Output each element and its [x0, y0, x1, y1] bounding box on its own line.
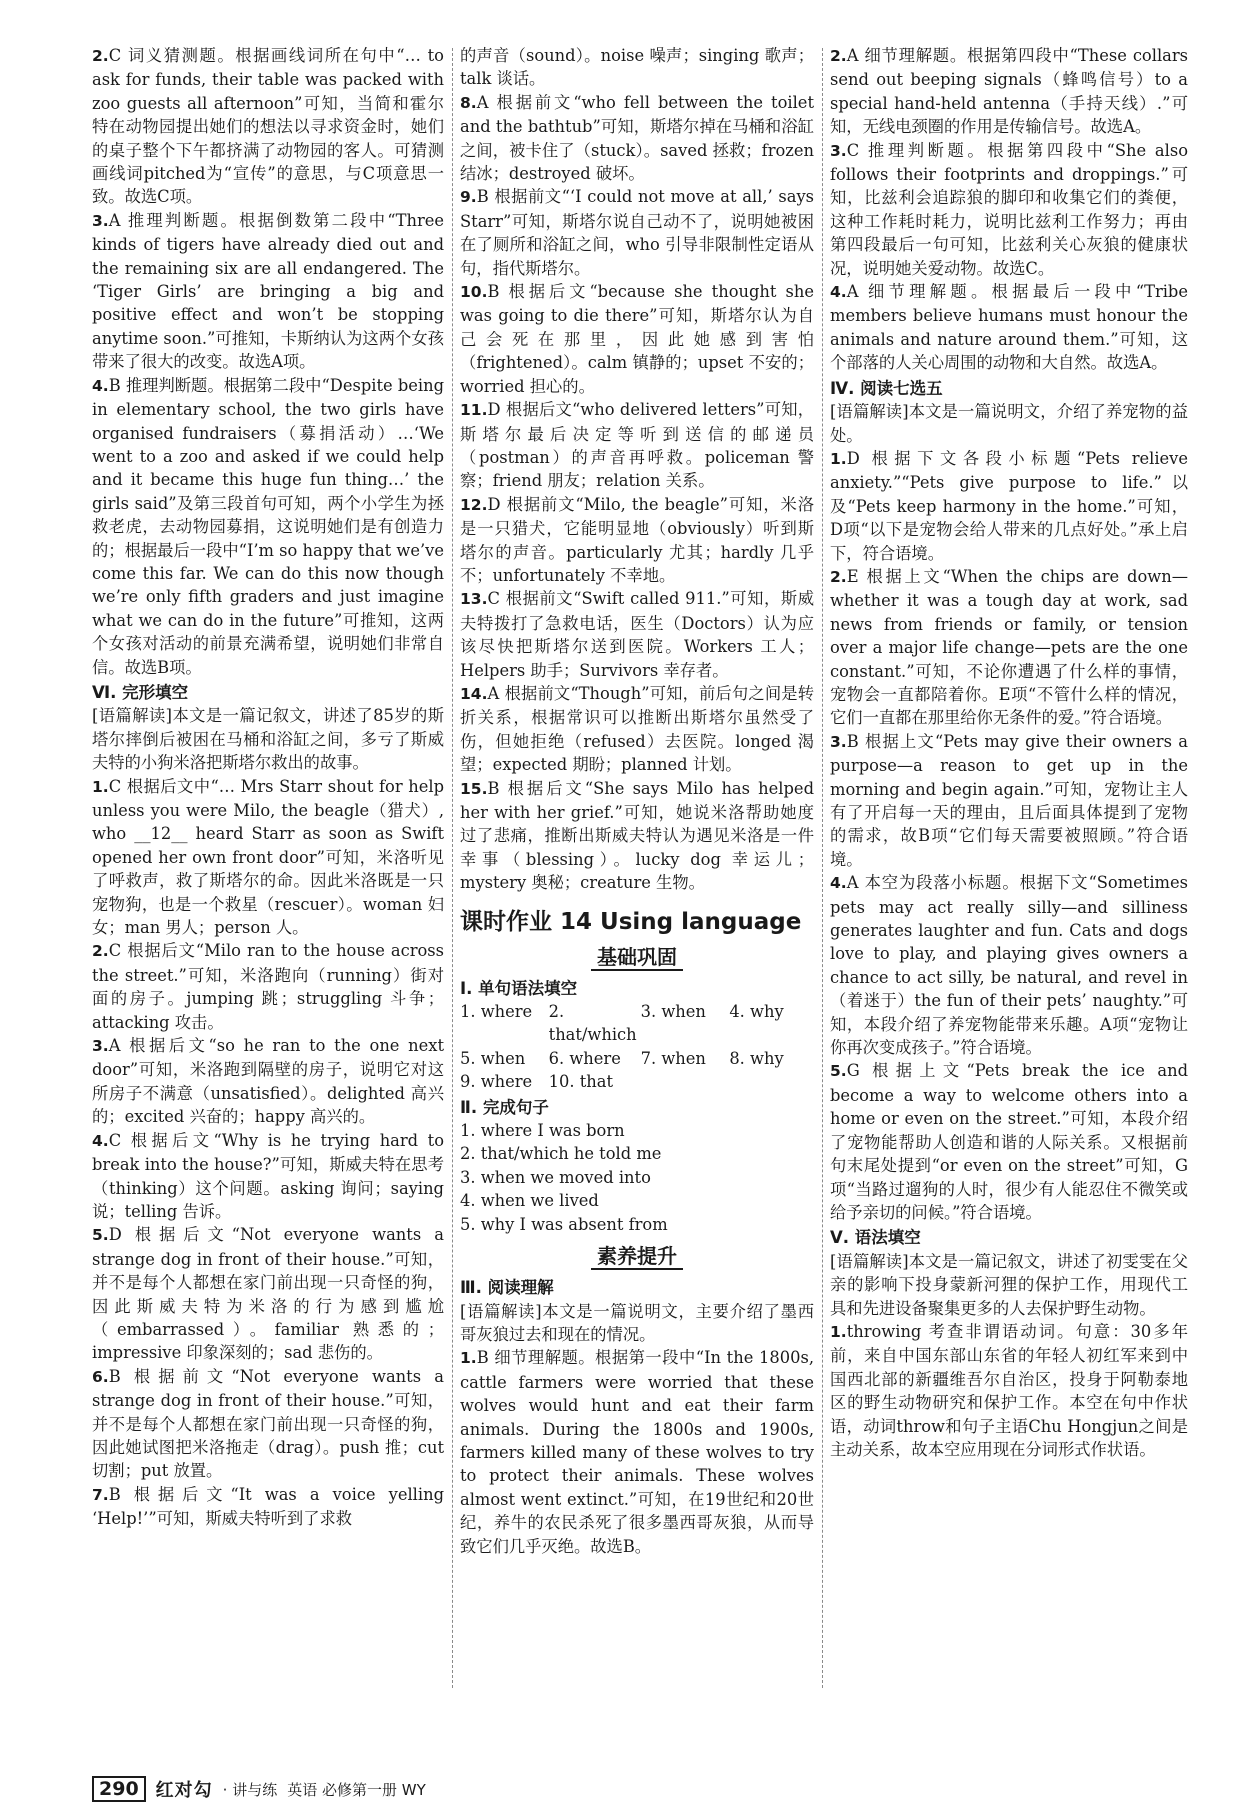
- item-answer: B: [487, 778, 500, 798]
- item-explanation: 考查非谓语动词。句意：30多年前，来自中国东部山东省的年轻人初红军来到中国西北部的新疆维吾尔自治区，投身于阿勒泰地区的野生动物研究和保护工作。本空在句中作状语，动词throw和句子主语Chu Hongjun之间是主动关系，故本空应用现在分词形式作状语。: [830, 1321, 1188, 1459]
- answer-item: [830, 280, 1188, 375]
- section-heading: Ⅲ. 阅读理解: [460, 1278, 554, 1298]
- grid-answer: [641, 1070, 726, 1093]
- item-explanation: 根据前文“‘I could not move at all,’ says Starr”可知，斯塔尔说自己动不了，说明她被困在了厕所和浴缸之间，who 引导非限制性定语从句，指代斯塔尔。: [460, 187, 814, 278]
- item-answer: B: [476, 187, 489, 207]
- answer-item: [460, 185, 814, 280]
- item-explanation: 根据前文“Swift called 911.”可知，斯威夫特拨打了急救电话，医生（Doctors）认为应该尽快把斯塔尔送到医院。Workers 工人；Helpers 助手；Survivors 幸存者。: [460, 589, 814, 680]
- paragraph: [语篇解读]本文是一篇记叙文，讲述了初雯雯在父亲的影响下投身蒙新河狸的保护工作，用现代工具和先进设备聚集更多的人去保护野生动物。: [830, 1251, 1188, 1318]
- item-number: 4.: [92, 376, 109, 395]
- page-footer: [92, 1776, 426, 1802]
- item-answer: D: [108, 1225, 122, 1245]
- item-explanation: 根据后文“Milo ran to the house across the street.”可知，米洛跑向（running）街对面的房子。jumping 跳；struggling 斗争；attacking 攻击。: [92, 941, 444, 1032]
- item-answer: C: [108, 941, 122, 961]
- paragraph: 2. that/which he told me: [460, 1144, 662, 1164]
- item-number: 2.: [830, 47, 847, 65]
- answer-item: [92, 775, 444, 940]
- item-explanation: 根据前文“Milo, the beagle”可知，米洛是一只猎犬，它能明显地（obviously）听到斯塔尔的声音。particularly 尤其；hardly 几乎不；unfortunately 不幸地。: [460, 494, 814, 585]
- page-number: 290: [92, 1776, 146, 1802]
- item-answer: C: [487, 589, 500, 609]
- item-number: 1.: [830, 1322, 847, 1341]
- item-answer: A: [108, 210, 121, 230]
- item-answer: C: [846, 140, 860, 160]
- item-number: 8.: [460, 93, 477, 112]
- item-explanation: 细节理解题。根据最后一段中“Tribe members believe humans must honour the animals and nature around them.”可知，这个部落的人关心周围的动物和大自然。故选A。: [830, 282, 1188, 373]
- item-answer: B: [487, 282, 500, 302]
- answer-item: [830, 1059, 1188, 1224]
- grid-answer: 9. where: [460, 1072, 533, 1092]
- item-explanation: 细节理解题。根据第四段中“These collars send out beeping signals（蜂鸣信号）to a special hand-held antenna（手持天线）.”可知，无线电颈圈的作用是传输信号。故选A。: [830, 46, 1188, 137]
- item-answer: B: [108, 1366, 121, 1386]
- item-answer: C: [108, 46, 122, 65]
- item-number: 1.: [830, 449, 847, 468]
- item-explanation: 根据后文中“… Mrs Starr shout for help unless you were Milo, the beagle（猎犬）, who __12__ heard Starr as soon as Swift opened her own front door”可知，米洛听见了呼救声，救了斯塔尔的命。因此米洛既是一只宠物狗，也是一个救星（rescuer）。woman 妇女；man 男人；person 人。: [92, 776, 444, 938]
- section-heading: Ⅵ. 完形填空: [92, 682, 189, 702]
- item-number: 13.: [460, 590, 488, 609]
- answer-item: [460, 493, 814, 588]
- item-number: 7.: [92, 1485, 109, 1504]
- item-explanation: 根据后文“Not everyone wants a strange dog in front of their house.”可知，并不是每个人都想在家门前出现一只奇怪的狗，因此斯威夫特为米洛的行为感到尴尬（embarrassed）。familiar 熟悉的；impressive 印象深刻的；sad 悲伤的。: [92, 1225, 444, 1363]
- column-right: [830, 44, 1188, 1461]
- answer-item: [460, 587, 814, 682]
- part-banner: [460, 943, 814, 971]
- item-number: 2.: [830, 567, 847, 586]
- column-divider: [822, 48, 823, 1688]
- item-number: 9.: [460, 188, 477, 207]
- answer-item: [460, 777, 814, 895]
- item-answer: A: [846, 873, 859, 893]
- item-answer: throwing: [846, 1321, 922, 1341]
- section-heading: Ⅴ. 语法填空: [830, 1228, 921, 1248]
- item-number: 1.: [460, 1349, 477, 1368]
- grid-answer: 3. when: [640, 1002, 706, 1022]
- item-answer: C: [108, 1130, 122, 1150]
- item-explanation: 根据下文各段小标题“Pets relieve anxiety.”“Pets give purpose to life.”以及“Pets keep harmony in the home.”可知，D项“以下是宠物会给人带来的几点好处。”承上启下，符合语境。: [830, 448, 1188, 563]
- item-number: 5.: [830, 1062, 847, 1081]
- item-explanation: 词义猜测题。根据画线词所在句中“… to ask for funds, their table was packed with zoo guests all afternoon”可知，当简和霍尔特在动物园提出她们的想法以寻求资金时，她们的桌子整个下午都挤满了动物园的客人。可猜测画线词pitched为“宣传”的意思，与C项意思一致。故选C项。: [92, 46, 444, 207]
- item-explanation: 根据后文“because she thought she was going to die there”可知，斯塔尔认为自己会死在那里，因此她感到害怕（frightened）。calm 镇静的；upset 不安的；worried 担心的。: [460, 282, 814, 396]
- answer-item: [460, 1346, 814, 1558]
- item-explanation: 根据前文“Not everyone wants a strange dog in front of their house.”可知，并不是每个人都想在家门前出现一只奇怪的狗，因此她试图把米洛拖走（drag）。push 推；cut 切割；put 放置。: [92, 1366, 444, 1481]
- item-answer: A: [476, 92, 489, 112]
- item-number: 12.: [460, 495, 488, 514]
- paragraph: [语篇解读]本文是一篇记叙文，讲述了85岁的斯塔尔摔倒后被困在马桶和浴缸之间，多亏了斯威夫特的小狗米洛把斯塔尔救出的故事。: [92, 706, 444, 773]
- answer-item: [830, 565, 1188, 730]
- paragraph: 3. when we moved into: [460, 1167, 651, 1187]
- paragraph: 5. why I was absent from: [460, 1214, 668, 1234]
- item-answer: E: [846, 566, 859, 586]
- paragraph: [语篇解读]本文是一篇说明文，介绍了养宠物的益处。: [830, 402, 1188, 445]
- answer-item: [830, 1320, 1188, 1461]
- item-explanation: 根据前文“Though”可知，前后句之间是转折关系，根据常识可以推断出斯塔尔虽然受了伤，但她拒绝（refused）去医院。longed 渴望；expected 期盼；planned 计划。: [460, 683, 814, 775]
- item-explanation: 本空为段落小标题。根据下文“Sometimes pets may act really silly—and silliness generates laughter and fun. Cats and dogs love to play, and playing gives owners a chance to act silly, be natural, and revel in（着迷于）the fun of their pets’ naughty.”可知，本段介绍了养宠物能带来乐趣。A项“宠物让你再次变成孩子。”符合语境。: [830, 873, 1188, 1058]
- item-explanation: 根据前文“who fell between the toilet and the bathtub”可知，斯塔尔掉在马桶和浴缸之间，被卡住了（stuck）。saved 拯救；frozen 结冰；destroyed 破坏。: [460, 92, 814, 184]
- item-explanation: 推理判断题。根据第二段中“Despite being in elementary school, the two girls have organised fundraisers（募捐活动）…‘We went to a zoo and asked if we could help and it became this huge fun thing…’ the girls said”及第三段首句可知，两个小学生为拯救老虎，去动物园募捐，这说明她们是有创造力的；根据最后一段中“I’m so happy that we’ve come this far. We can do this now though we’re only fifth graders and just imagine what we can do in the future”可推知，这两个女孩对活动的前景充满希望，说明她们非常自信。故选B项。: [92, 375, 444, 677]
- answer-item: [830, 871, 1188, 1059]
- item-answer: A: [846, 46, 859, 65]
- answer-item: [92, 1129, 444, 1224]
- section-heading: Ⅰ. 单句语法填空: [460, 978, 578, 998]
- item-explanation: 推理判断题。根据第四段中“She also follows their footprints and droppings.”可知，比兹利会追踪狼的脚印和收集它们的粪便，这种工作耗时耗力，说明比兹利工作努力；再由第四段最后一句可知，比兹利关心灰狼的健康状况，说明她关爱动物。故选C。: [830, 140, 1188, 278]
- part-banner: [460, 1242, 814, 1270]
- item-number: 3.: [92, 1037, 109, 1056]
- paragraph: 的声音（sound）。noise 噪声；singing 歌声；talk 谈话。: [460, 46, 814, 89]
- column-middle: [460, 44, 814, 1558]
- item-answer: D: [846, 448, 860, 468]
- item-answer: D: [487, 400, 501, 420]
- column-divider: [452, 48, 453, 1688]
- column-left: [92, 44, 444, 1531]
- item-answer: A: [846, 282, 859, 302]
- item-number: 15.: [460, 779, 488, 798]
- item-explanation: 细节理解题。根据第一段中“In the 1800s, cattle farmers were worried that these wolves would hunt and eat their farm animals. During the 1800s and 1900s, farmers killed many of these wolves to try to protect their animals. These wolves almost went extinct.”可知，在19世纪和20世纪，养牛的农民杀死了很多墨西哥灰狼，从而导致它们几乎灭绝。故选B。: [460, 1348, 814, 1556]
- answer-item: [92, 939, 444, 1034]
- item-explanation: 根据后文“She says Milo has helped her with her grief.”可知，她说米洛帮助她度过了悲痛，推断出斯威夫特认为遇见米洛是一件幸事（blessing）。lucky dog 幸运儿；mystery 奥秘；creature 生物。: [460, 778, 814, 893]
- item-number: 14.: [460, 684, 488, 703]
- item-explanation: 推理判断题。根据倒数第二段中“Three kinds of tigers have already died out and the remaining six are all endangered. The ‘Tiger Girls’ are bringing a big and positive effect and won’t be stopping anytime soon.”可推知，卡斯纳认为这两个女孩带来了很大的改变。故选A项。: [92, 210, 444, 372]
- fill-answer-grid: [460, 1000, 814, 1094]
- answer-item: [460, 280, 814, 398]
- section-heading: Ⅱ. 完成句子: [460, 1097, 549, 1117]
- item-number: 5.: [92, 1226, 109, 1245]
- item-answer: B: [476, 1348, 489, 1368]
- answer-item: [92, 1223, 444, 1364]
- answer-item: [830, 139, 1188, 280]
- grid-answer: 8. why: [729, 1048, 784, 1068]
- item-number: 4.: [92, 1131, 109, 1150]
- section-heading: Ⅳ. 阅读七选五: [830, 378, 943, 398]
- item-answer: C: [108, 776, 122, 796]
- lesson-title: 课时作业 14 Using language: [460, 908, 802, 935]
- grid-answer: 5. when: [460, 1048, 526, 1068]
- paragraph: 1. where I was born: [460, 1121, 625, 1141]
- item-answer: G: [846, 1061, 860, 1081]
- answer-item: [92, 209, 444, 374]
- item-explanation: 根据上文“Pets break the ice and become a way to welcome others into a home or even on the street.”可知，本段介绍了宠物能帮助人创造和谐的人际关系。又根据前句末尾处提到“or even on the street”可知，G项“当路过遛狗的人时，很少有人能忍住不微笑或给予亲切的问候。”符合语境。: [830, 1061, 1188, 1222]
- book-title: 英语 必修第一册 WY: [287, 1780, 426, 1799]
- answer-item: [92, 1365, 444, 1483]
- grid-answer: [729, 1070, 814, 1093]
- grid-answer: 4. why: [729, 1002, 784, 1022]
- item-number: 4.: [830, 283, 847, 302]
- grid-answer: 7. when: [640, 1048, 706, 1068]
- item-explanation: 根据后文“so he ran to the one next door”可知，米洛跑到隔壁的房子，说明它对这所房子不满意（unsatisfied）。delighted 高兴的；excited 兴奋的；happy 高兴的。: [92, 1036, 444, 1127]
- answer-item: [830, 730, 1188, 871]
- item-answer: A: [108, 1036, 121, 1056]
- answer-item: [460, 682, 814, 777]
- answer-item: [460, 398, 814, 493]
- item-number: 2.: [92, 47, 109, 65]
- item-number: 4.: [830, 874, 847, 893]
- item-explanation: 根据后文“who delivered letters”可知，斯塔尔最后决定等听到送信的邮递员（postman）的声音再呼救。policeman 警察；friend 朋友；relation 关系。: [460, 400, 814, 491]
- item-number: 3.: [92, 211, 109, 230]
- answer-item: [830, 447, 1188, 565]
- answer-item: [460, 91, 814, 186]
- item-number: 2.: [92, 942, 109, 961]
- answer-item: [92, 374, 444, 679]
- paragraph: [语篇解读]本文是一篇说明文，主要介绍了墨西哥灰狼过去和现在的情况。: [460, 1301, 814, 1344]
- item-answer: B: [846, 731, 859, 751]
- answer-item: [92, 44, 444, 209]
- answer-item: [92, 1034, 444, 1129]
- item-number: 3.: [830, 732, 847, 751]
- item-number: 3.: [830, 141, 847, 160]
- item-explanation: 根据上文“Pets may give their owners a purpose—a reason to get up in the morning and begin again.”可知，宠物让主人有了开启每一天的理由，且后面具体提到了宠物的需求，故B项“它们每天需要被照顾。”符合语境。: [830, 731, 1188, 869]
- answer-item: [830, 44, 1188, 139]
- grid-answer: 6. where: [548, 1048, 621, 1068]
- grid-answer: 10. that: [548, 1072, 614, 1092]
- item-explanation: 根据后文“Why is he trying hard to break into the house?”可知，斯威夫特在思考（thinking）这个问题。asking 询问；saying 说；telling 告诉。: [92, 1130, 444, 1221]
- paragraph: 4. when we lived: [460, 1191, 599, 1211]
- item-answer: D: [487, 494, 501, 514]
- item-number: 1.: [92, 777, 109, 796]
- item-number: 11.: [460, 401, 488, 420]
- item-number: 10.: [460, 283, 488, 302]
- brand-logo: 红对勾: [155, 1780, 213, 1801]
- item-answer: B: [108, 375, 121, 395]
- part-banner-text: 素养提升: [591, 1244, 683, 1270]
- grid-answer: 2. that/which: [548, 1002, 637, 1045]
- answer-item: [92, 1483, 444, 1531]
- item-answer: B: [108, 1484, 121, 1504]
- item-explanation: 根据后文“It was a voice yelling ‘Help!’”可知，斯威夫特听到了求救: [92, 1484, 444, 1529]
- grid-answer: 1. where: [460, 1002, 533, 1022]
- item-explanation: 根据上文“When the chips are down—whether it was a tough day at work, sad news from friends or family, or tension over a major life change—pets are the one constant.”可知，不论你遭遇了什么样的事情，宠物会一直都陪着你。E项“不管什么样的情况，它们一直都在那里给你无条件的爱。”符合语境。: [830, 566, 1188, 728]
- series-name: · 讲与练: [222, 1780, 278, 1799]
- item-answer: A: [487, 683, 500, 703]
- item-number: 6.: [92, 1367, 109, 1386]
- part-banner-text: 基础巩固: [591, 945, 683, 971]
